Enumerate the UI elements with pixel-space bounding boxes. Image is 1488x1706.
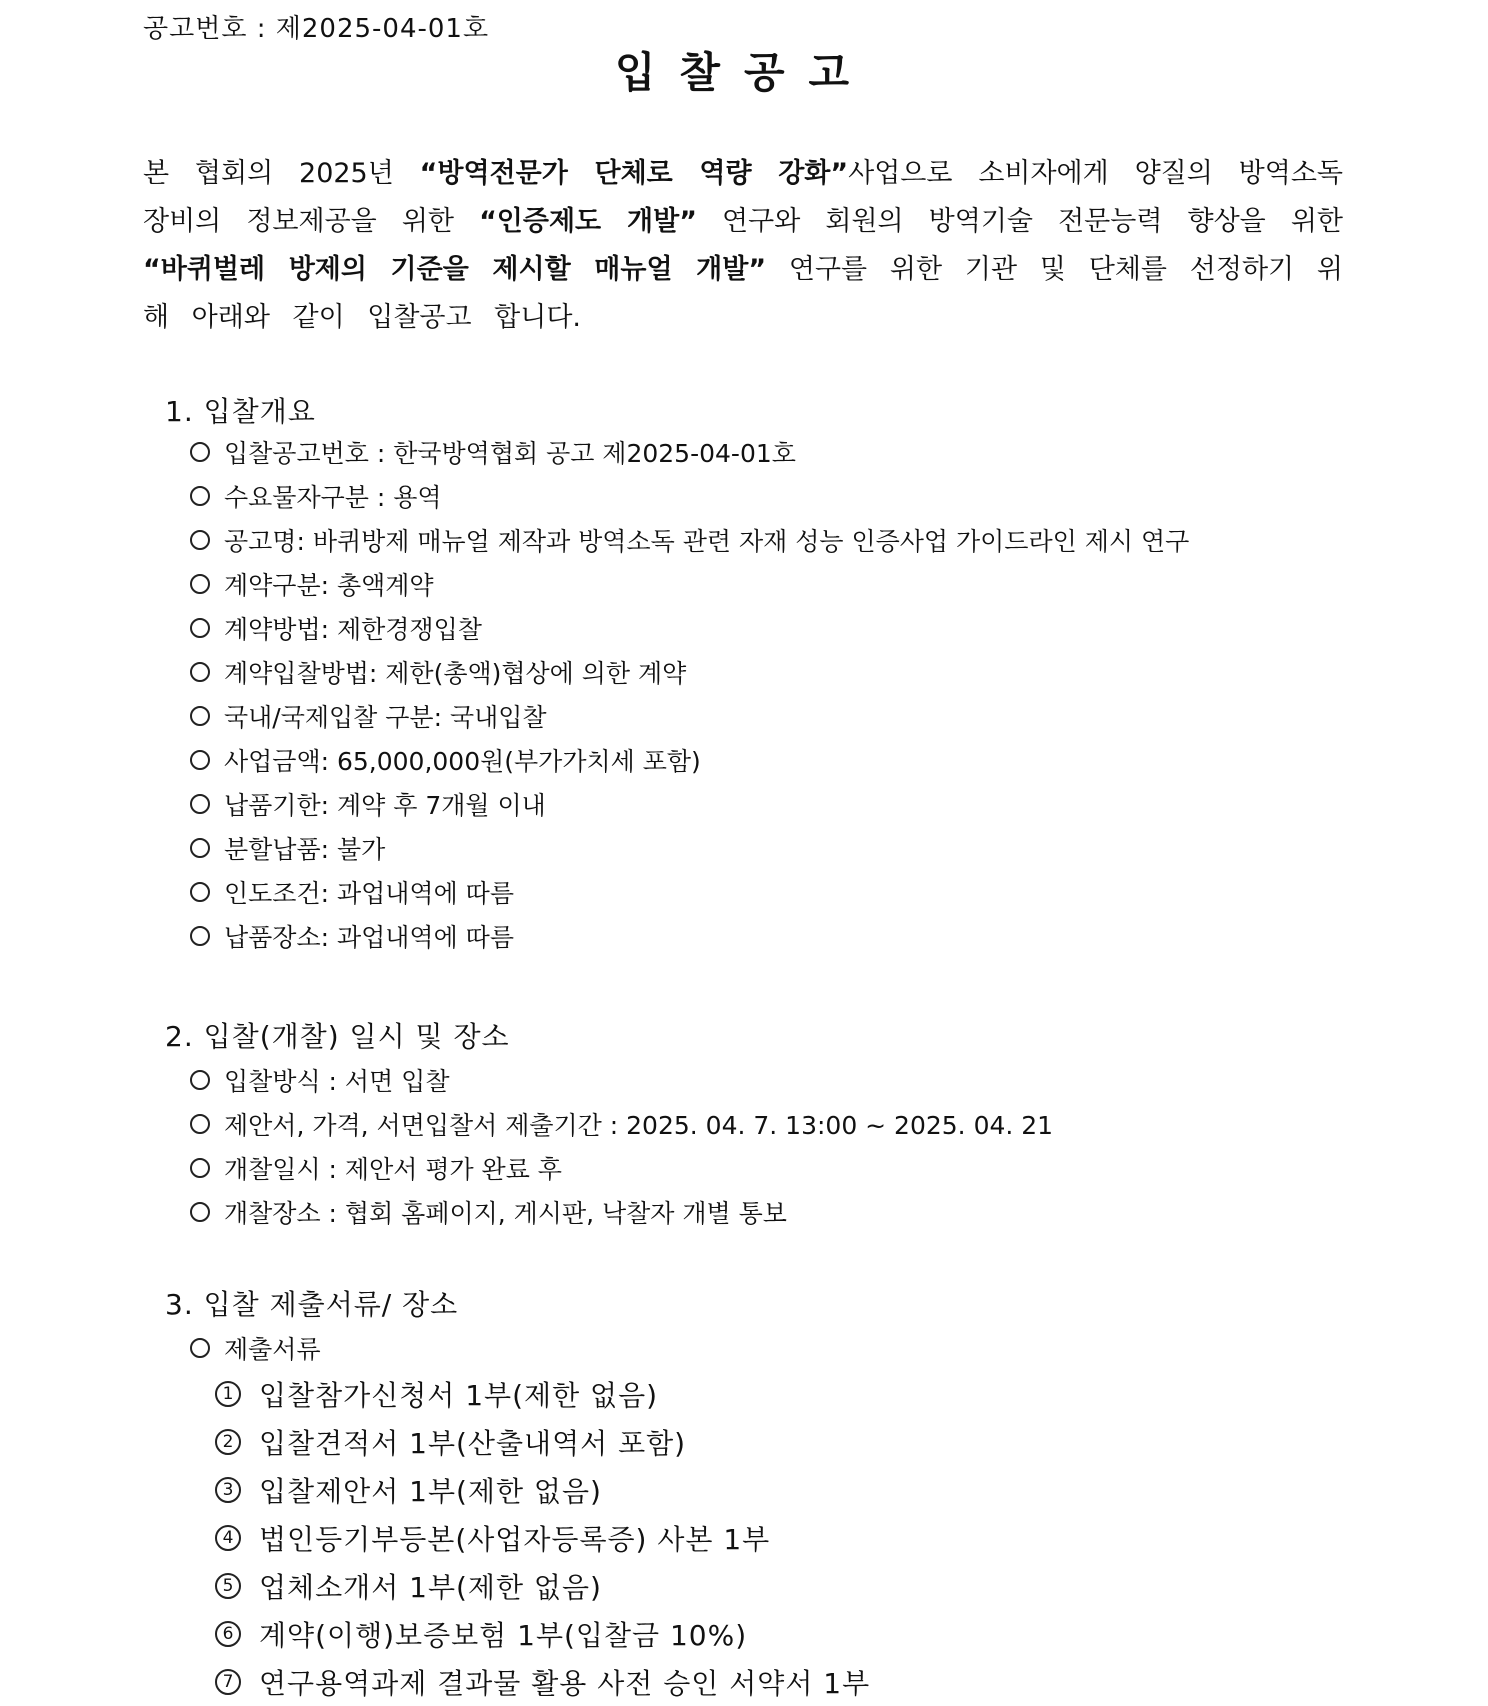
list-item-text: 국내/국제입찰 구분: 국내입찰 <box>224 703 547 732</box>
list-item-text: 개찰일시 : 제안서 평가 완료 후 <box>224 1155 562 1184</box>
list-item <box>190 1146 1053 1190</box>
circle-bullet-icon <box>190 1338 210 1358</box>
intro-text-1: 본 협회의 2025년 <box>143 158 420 189</box>
document-item <box>215 1418 870 1466</box>
circle-bullet-icon <box>190 618 210 638</box>
intro-bold-3: “바퀴벌레 방제의 기준을 제시할 매뉴얼 개발” <box>143 254 767 285</box>
document-item <box>215 1370 870 1418</box>
page-title: 입찰공고 <box>614 48 874 97</box>
circle-bullet-icon <box>190 1114 210 1134</box>
list-item-text: 입찰공고번호 : 한국방역협회 공고 제2025-04-01호 <box>224 439 796 468</box>
document-item-text: 계약(이행)보증보험 1부(입찰금 10%) <box>259 1619 748 1652</box>
circle-bullet-icon <box>190 926 210 946</box>
list-item-text: 분할납품: 불가 <box>224 835 386 864</box>
list-item-text: 계약입찰방법: 제한(총액)협상에 의한 계약 <box>224 659 687 688</box>
section-1-heading: 1. 입찰개요 <box>165 395 316 428</box>
circle-bullet-icon <box>190 662 210 682</box>
intro-paragraph <box>143 150 1343 342</box>
document-item-text: 법인등기부등본(사업자등록증) 사본 1부 <box>259 1523 771 1556</box>
circle-bullet-icon <box>190 882 210 902</box>
list-item-text: 개찰장소 : 협회 홈페이지, 게시판, 낙찰자 개별 통보 <box>224 1199 787 1228</box>
list-item-text: 입찰방식 : 서면 입찰 <box>224 1067 450 1096</box>
list-item <box>190 914 1189 958</box>
document-item-text: 업체소개서 1부(제한 없음) <box>259 1571 602 1604</box>
intro-text-2: 사업으로 소비자에게 양질의 방역소독 장비의 정보제공을 위한 <box>143 158 1343 237</box>
list-item <box>190 474 1189 518</box>
document-item <box>215 1514 870 1562</box>
intro-text-3: 연구와 회원의 방역기술 전문능력 향상을 위한 <box>696 206 1343 237</box>
section-1-list <box>190 430 1189 958</box>
intro-bold-2: “인증제도 개발” <box>479 206 697 237</box>
intro-bold-1: “방역전문가 단체로 역량 강화” <box>419 158 849 189</box>
list-item-text: 계약구분: 총액계약 <box>224 571 434 600</box>
circle-bullet-icon <box>190 706 210 726</box>
circled-number-icon: 7 <box>215 1669 241 1695</box>
list-item <box>190 1102 1053 1146</box>
section-2-heading: 2. 입찰(개찰) 일시 및 장소 <box>165 1020 510 1053</box>
list-item <box>190 1190 1053 1234</box>
circled-number-icon: 5 <box>215 1573 241 1599</box>
circle-bullet-icon <box>190 530 210 550</box>
list-item-text: 인도조건: 과업내역에 따름 <box>224 879 514 908</box>
circle-bullet-icon <box>190 442 210 462</box>
circled-number-icon: 4 <box>215 1525 241 1551</box>
notice-number: 공고번호 : 제2025-04-01호 <box>143 14 490 44</box>
list-item-text: 계약방법: 제한경쟁입찰 <box>224 615 482 644</box>
intro-text-4: 연구를 위한 기관 및 단체를 선정하기 위해 아래와 같이 입찰공고 합니다. <box>143 254 1344 333</box>
document-item-text: 입찰참가신청서 1부(제한 없음) <box>259 1379 659 1412</box>
list-item <box>190 606 1189 650</box>
circle-bullet-icon <box>190 750 210 770</box>
list-item <box>190 650 1189 694</box>
document-item <box>215 1466 870 1514</box>
submission-documents-list <box>215 1370 870 1706</box>
list-item <box>190 782 1189 826</box>
circle-bullet-icon <box>190 794 210 814</box>
list-item <box>190 1326 321 1370</box>
circled-number-icon: 3 <box>215 1477 241 1503</box>
circled-number-icon: 1 <box>215 1381 241 1407</box>
list-item-text: 납품기한: 계약 후 7개월 이내 <box>224 791 546 820</box>
document-item <box>215 1562 870 1610</box>
list-item <box>190 430 1189 474</box>
document-item <box>215 1610 870 1658</box>
list-item-text: 공고명: 바퀴방제 매뉴얼 제작과 방역소독 관련 자재 성능 인증사업 가이드라인 제시 연구 <box>224 527 1190 556</box>
circle-bullet-icon <box>190 838 210 858</box>
list-item <box>190 518 1189 562</box>
list-item <box>190 870 1189 914</box>
circle-bullet-icon <box>190 486 210 506</box>
list-item-text: 납품장소: 과업내역에 따름 <box>224 923 514 952</box>
circle-bullet-icon <box>190 1070 210 1090</box>
list-item <box>190 1058 1053 1102</box>
circle-bullet-icon <box>190 574 210 594</box>
document-item-text: 연구용역과제 결과물 활용 사전 승인 서약서 1부 <box>259 1667 871 1700</box>
list-item-text: 수요물자구분 : 용역 <box>224 483 442 512</box>
document-item-text: 입찰견적서 1부(산출내역서 포함) <box>259 1427 687 1460</box>
list-item <box>190 694 1189 738</box>
circle-bullet-icon <box>190 1202 210 1222</box>
list-item-text: 제출서류 <box>224 1335 321 1364</box>
circled-number-icon: 6 <box>215 1621 241 1647</box>
section-3-heading: 3. 입찰 제출서류/ 장소 <box>165 1288 459 1321</box>
list-item <box>190 562 1189 606</box>
section-3-list <box>190 1326 321 1370</box>
list-item-text: 사업금액: 65,000,000원(부가가치세 포함) <box>224 747 701 776</box>
document-item-text: 입찰제안서 1부(제한 없음) <box>259 1475 602 1508</box>
section-2-list <box>190 1058 1053 1234</box>
circled-number-icon: 2 <box>215 1429 241 1455</box>
list-item <box>190 738 1189 782</box>
list-item-text: 제안서, 가격, 서면입찰서 제출기간 : 2025. 04. 7. 13:00 ~ 2025. 04. 21 <box>224 1111 1054 1140</box>
circle-bullet-icon <box>190 1158 210 1178</box>
list-item <box>190 826 1189 870</box>
